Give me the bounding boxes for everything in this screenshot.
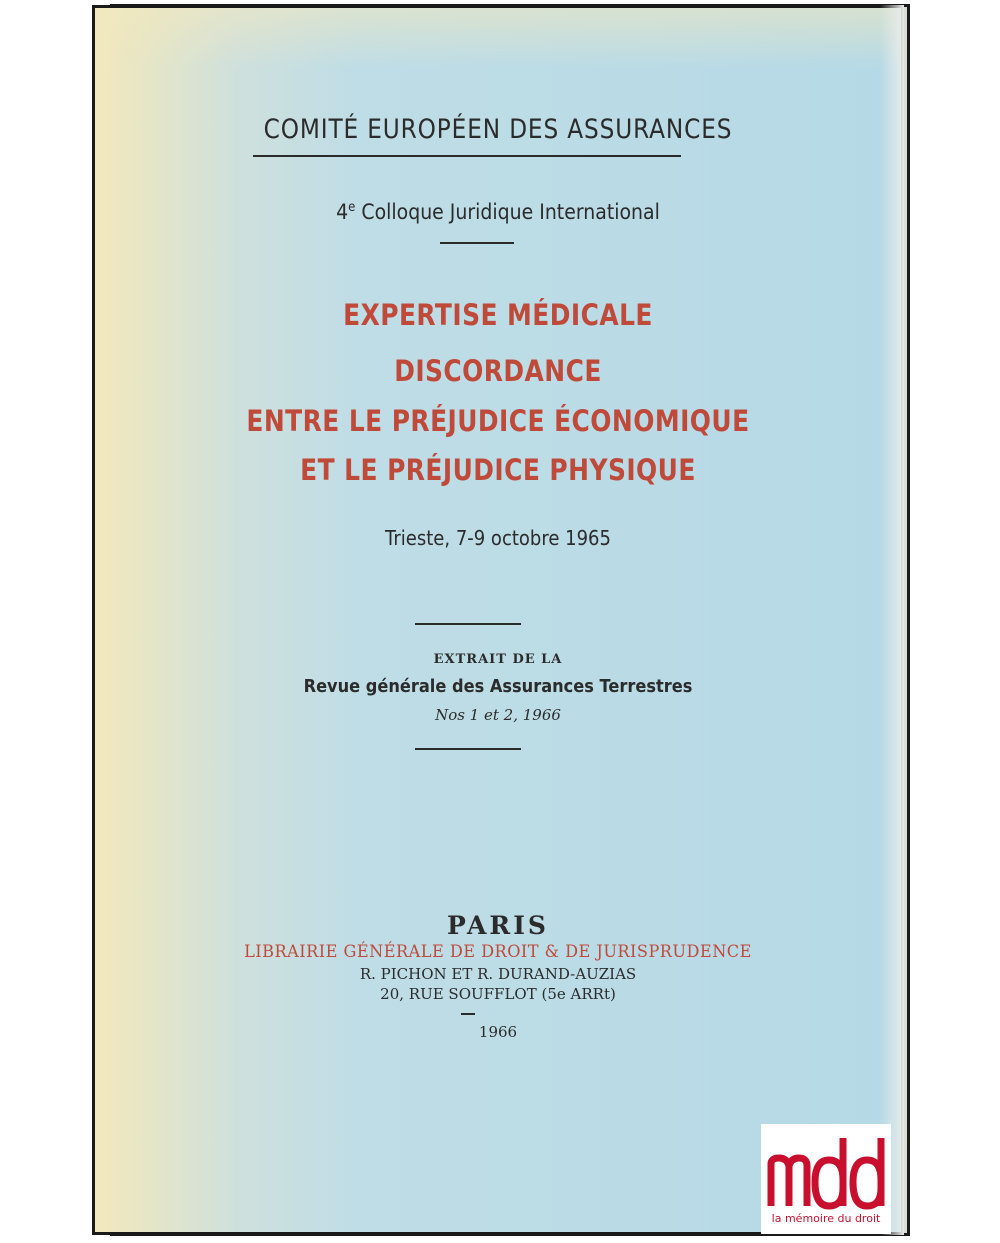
colloque-suffix: e	[348, 200, 356, 215]
colloque-number: 4	[336, 200, 349, 224]
title-line: ET LE PRÉJUDICE PHYSIQUE	[300, 453, 696, 487]
colloque-title	[133, 200, 864, 224]
issue-number: Nos 1 et 2, 1966	[435, 706, 561, 724]
publisher-editors: R. PICHON ET R. DURAND-AUZIAS	[359, 965, 637, 983]
mdd-logo	[761, 1124, 891, 1234]
colloque-text: Colloque Juridique International	[355, 200, 660, 224]
journal-name: Revue générale des Assurances Terrestres	[303, 676, 693, 697]
divider	[440, 242, 514, 244]
title-line: EXPERTISE MÉDICALE	[343, 298, 653, 332]
divider	[415, 748, 521, 750]
title-line: DISCORDANCE	[394, 354, 602, 388]
publisher-address: 20, RUE SOUFFLOT (5e ARRt)	[380, 985, 616, 1003]
divider	[253, 155, 681, 157]
extract-label: EXTRAIT DE LA	[433, 652, 563, 667]
publisher-name: LIBRAIRIE GÉNÉRALE DE DROIT & DE JURISPRUDENCE	[244, 942, 752, 962]
mdd-logo-icon	[767, 1130, 887, 1210]
divider	[415, 623, 521, 625]
organization-name: COMITÉ EUROPÉEN DES ASSURANCES	[263, 114, 733, 145]
title-line: ENTRE LE PRÉJUDICE ÉCONOMIQUE	[246, 404, 750, 438]
book-cover	[92, 5, 904, 1235]
logo-caption: la mémoire du droit	[771, 1212, 881, 1225]
publisher-city: PARIS	[447, 911, 549, 940]
place-date: Trieste, 7-9 octobre 1965	[385, 526, 611, 550]
divider	[461, 1013, 475, 1015]
publication-year: 1966	[478, 1023, 518, 1041]
